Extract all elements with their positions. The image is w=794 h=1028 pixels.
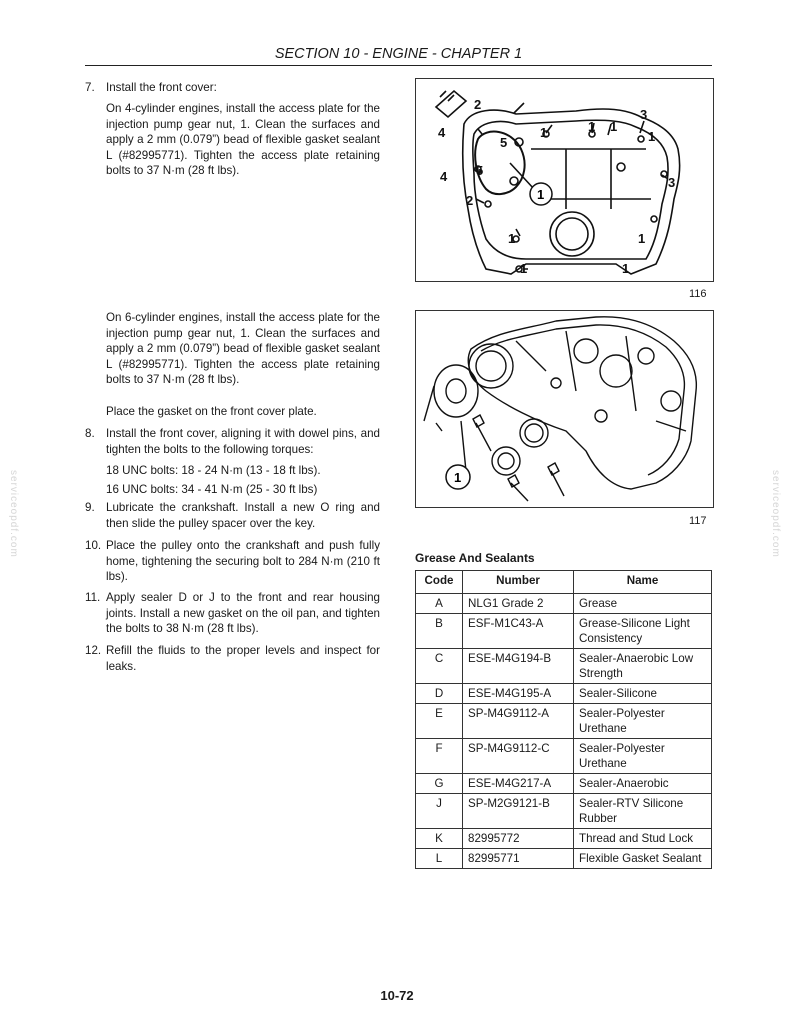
callout-4: 4 [440,169,448,184]
step-text: Place the pulley onto the crankshaft and push fully home, tightening the securing bolt to 284 N·m (210 ft lbs). [106,539,380,584]
callout-1: 1 [610,119,618,134]
cell-number: ESE-M4G217-A [463,774,574,794]
table-title: Grease And Sealants [415,551,535,565]
step-10 [85,538,380,585]
table-row [416,704,712,739]
callout-4: 4 [438,125,446,140]
section-header: SECTION 10 - ENGINE - CHAPTER 1 [85,45,712,66]
cell-name: Sealer-Anaerobic [574,774,712,794]
table-row [416,614,712,649]
watermark: serviceopdf.com [8,470,19,558]
step-7 [85,80,380,96]
table-row [416,774,712,794]
cell-name: Sealer-Polyester Urethane [574,704,712,739]
table-row [416,794,712,829]
front-cover-exploded-drawing [416,311,713,507]
column-header-number: Number [463,571,574,594]
step-text: Install the front cover: [106,81,217,94]
cell-name: Flexible Gasket Sealant [574,849,712,869]
grease-sealants-table [415,570,712,869]
column-header-code: Code [416,571,463,594]
step-number: 12. [85,644,102,657]
cell-number: SP-M4G9112-C [463,739,574,774]
cell-code: B [416,614,463,649]
table-row [416,594,712,614]
callout-1: 1 [638,231,646,246]
cell-number: 82995772 [463,829,574,849]
cell-name: Thread and Stud Lock [574,829,712,849]
step-12 [85,643,380,674]
step-text: Apply sealer D or J to the front and rear housing joints. Install a new gasket on the oil pan, and tighten the bolts to 38 N·m (28 ft lbs). [106,591,380,636]
cell-name: Grease [574,594,712,614]
cell-code: A [416,594,463,614]
page-number: 10-72 [380,988,414,1003]
paragraph-4-cylinder: On 4-cylinder engines, install the access plate for the injection pump gear nut, 1. Clean the surfaces and apply a 2 mm (0.079”) bead of flexible gasket sealant L (#82995771). Tighten the access plate retaining bolts to 37 N·m (28 ft lbs). [106,102,380,178]
table-row [416,739,712,774]
column-header-name: Name [574,571,712,594]
cell-code: L [416,849,463,869]
cell-code: G [416,774,463,794]
cell-code: C [416,649,463,684]
figure-117 [415,310,714,508]
cell-number: 82995771 [463,849,574,869]
step-number: 10. [85,539,102,552]
cell-code: D [416,684,463,704]
step-text: Refill the fluids to the proper levels and inspect for leaks. [106,644,380,673]
cell-name: Grease-Silicone Light Consistency [574,614,712,649]
callout-1-circled: 1 [537,187,545,202]
step-text: Install the front cover, aligning it with dowel pins, and tighten the bolts to the following torques: [106,427,380,456]
cell-code: J [416,794,463,829]
cell-name: Sealer-Anaerobic Low Strength [574,649,712,684]
callout-1: 1 [622,261,630,276]
table-header-row [416,571,712,594]
callout-1: 1 [648,129,656,144]
callout-1-circled: 1 [454,470,462,485]
callout-3: 3 [640,107,648,122]
front-cover-drawing [416,79,713,281]
cell-name: Sealer-Polyester Urethane [574,739,712,774]
step-number: 8. [85,427,95,440]
cell-code: K [416,829,463,849]
callout-1: 1 [520,261,528,276]
cell-name: Sealer-Silicone [574,684,712,704]
callout-1: 1 [540,125,548,140]
figure-116 [415,78,714,282]
step-9 [85,500,380,531]
table-row [416,684,712,704]
step-number: 9. [85,501,95,514]
callout-3: 3 [668,175,676,190]
cell-number: SP-M4G9112-A [463,704,574,739]
torque-16-unc: 16 UNC bolts: 34 - 41 N·m (25 - 30 ft lbs) [106,483,318,496]
step-8 [85,426,380,457]
cell-name: Sealer-RTV Silicone Rubber [574,794,712,829]
callout-2: 2 [466,193,474,208]
callout-5: 5 [500,135,508,150]
callout-1: 1 [508,231,516,246]
torque-18-unc: 18 UNC bolts: 18 - 24 N·m (13 - 18 ft lbs). [106,464,321,477]
step-number: 11. [85,591,101,604]
step-number: 7. [85,81,95,94]
step-11 [85,590,380,637]
paragraph-6-cylinder: On 6-cylinder engines, install the access plate for the injection pump gear nut, 1. Clean the surfaces and apply a 2 mm (0.079”) bead of flexible gasket sealant L (#82995771). Tighten the access plate retaining bolts to 37 N·m (28 ft lbs). [106,311,380,387]
callout-5: 5 [476,163,484,178]
figure-number-117: 117 [689,515,707,527]
paragraph-gasket: Place the gasket on the front cover plate. [106,405,317,418]
cell-number: NLG1 Grade 2 [463,594,574,614]
table-row [416,829,712,849]
table-row [416,849,712,869]
cell-number: ESE-M4G195-A [463,684,574,704]
table-row [416,649,712,684]
callout-2: 2 [474,97,482,112]
watermark: serviceopdf.com [770,470,781,558]
cell-number: ESE-M4G194-B [463,649,574,684]
cell-code: F [416,739,463,774]
cell-number: ESF-M1C43-A [463,614,574,649]
callout-1: 1 [588,119,596,134]
cell-number: SP-M2G9121-B [463,794,574,829]
step-text: Lubricate the crankshaft. Install a new O ring and then slide the pulley spacer over the key. [106,501,380,530]
figure-number-116: 116 [689,288,707,300]
cell-code: E [416,704,463,739]
